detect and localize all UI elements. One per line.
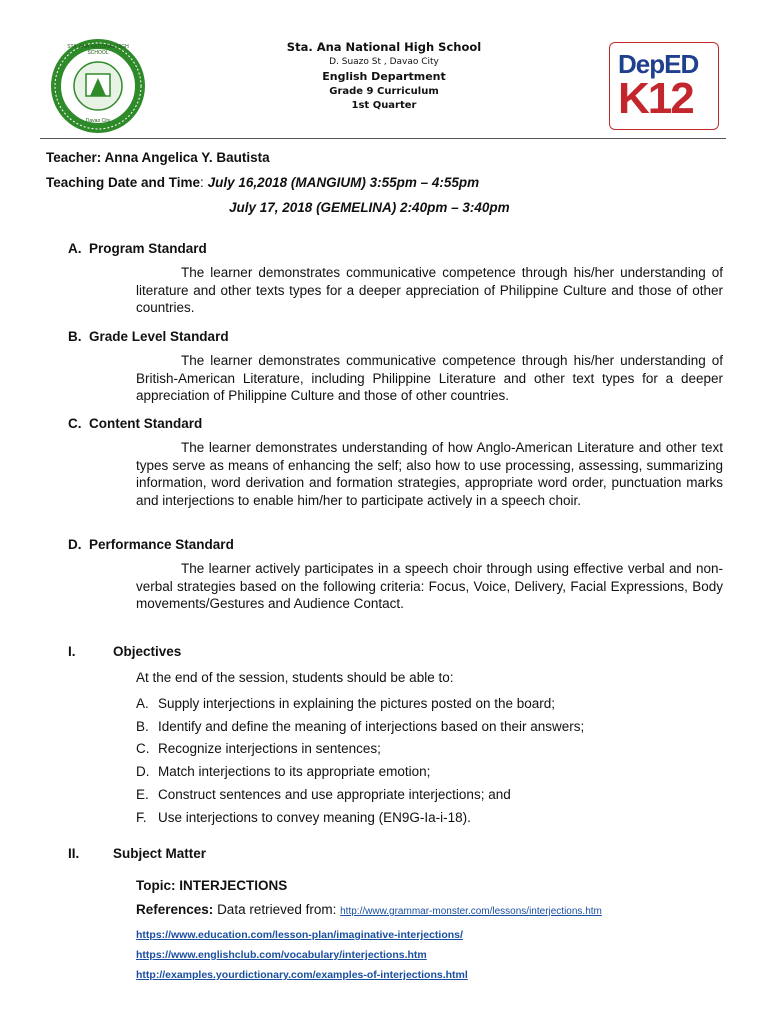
teacher-label: Teacher: xyxy=(46,150,102,165)
header-divider xyxy=(40,138,726,139)
section-numeral: I. xyxy=(68,644,76,659)
list-item: E. Construct sentences and use appropriate interjections; and xyxy=(136,786,511,802)
k12-logo-text: K12 xyxy=(618,74,693,123)
standard-heading xyxy=(68,416,723,431)
deped-logo-text: DepED xyxy=(618,49,699,79)
topic-value: INTERJECTIONS xyxy=(179,878,288,893)
standard-body: The learner demonstrates communicative competence through his/her understanding of literature and other texts types for a deeper appreciation of Philippine Culture and those of other countries. xyxy=(136,265,723,315)
standard-letter: D. xyxy=(68,537,82,552)
teaching-date-2: July 17, 2018 (GEMELINA) 2:40pm – 3:40pm xyxy=(229,200,510,215)
department: English Department xyxy=(322,70,446,83)
standard-c xyxy=(68,416,723,509)
standard-title: Program Standard xyxy=(89,241,207,256)
letterhead xyxy=(234,40,534,113)
teaching-label: Teaching Date and Time xyxy=(46,175,201,190)
reference-link-3[interactable]: https://www.englishclub.com/vocabulary/interjections.htm xyxy=(136,949,427,961)
standard-letter: A. xyxy=(68,241,82,256)
standard-d xyxy=(68,537,723,613)
objectives-intro: At the end of the session, students should be able to: xyxy=(136,670,454,685)
reference-link-2[interactable]: https://www.education.com/lesson-plan/imaginative-interjections/ xyxy=(136,929,463,941)
seal-text: STA. ANA NATIONAL HIGH SCHOOL xyxy=(67,44,129,56)
objectives-list xyxy=(136,693,726,829)
list-item: B. Identify and define the meaning of interjections based on their answers; xyxy=(136,718,585,734)
standard-heading xyxy=(68,537,723,552)
standard-heading xyxy=(68,241,723,256)
objectives-heading xyxy=(68,644,76,659)
curriculum: Grade 9 Curriculum xyxy=(329,86,439,97)
teacher-line xyxy=(46,150,270,165)
subject-matter-title: Subject Matter xyxy=(113,846,207,861)
standard-letter: B. xyxy=(68,329,82,344)
standard-title: Performance Standard xyxy=(89,537,234,552)
topic-label: Topic: xyxy=(136,878,176,893)
standard-a xyxy=(68,241,723,317)
standard-letter: C. xyxy=(68,416,82,431)
standard-heading xyxy=(68,329,723,344)
list-item: D. Match interjections to its appropriate emotion; xyxy=(136,764,431,780)
list-item: C. Recognize interjections in sentences; xyxy=(136,741,381,757)
reference-link-4[interactable]: http://examples.yourdictionary.com/examples-of-interjections.html xyxy=(136,969,468,981)
teacher-name: Anna Angelica Y. Bautista xyxy=(104,150,270,165)
deped-k12-logo xyxy=(609,42,719,130)
seal-city: Davao City xyxy=(85,118,111,124)
school-address: D. Suazo St , Davao City xyxy=(329,57,439,67)
list-item: A. Supply interjections in explaining the pictures posted on the board; xyxy=(136,696,556,711)
standard-b xyxy=(68,329,723,405)
school-seal xyxy=(40,38,156,134)
reference-link-1[interactable]: http://www.grammar-monster.com/lessons/interjections.htm xyxy=(340,906,602,917)
quarter: 1st Quarter xyxy=(351,100,417,111)
standard-title: Content Standard xyxy=(89,416,203,431)
references-intro: Data retrieved from: xyxy=(217,902,337,917)
topic-line xyxy=(136,878,287,893)
teaching-line: Teaching Date and Time: July 16,2018 (MANGIUM) 3:55pm – 4:55pm xyxy=(46,175,480,190)
references-line xyxy=(136,902,602,917)
standard-body: The learner demonstrates communicative competence through his/her understanding of British-American Literature, including Philippine Literature and other text types for a deeper appreciation of Philippine Culture and those of other countries. xyxy=(136,353,723,403)
school-name: Sta. Ana National High School xyxy=(286,40,482,54)
teaching-date-1: July 16,2018 (MANGIUM) 3:55pm – 4:55pm xyxy=(207,175,480,190)
subject-matter-numeral: II. xyxy=(68,846,80,861)
standard-body: The learner actively participates in a speech choir through using effective verbal and non-verbal strategies based on the following criteria: Focus, Voice, Delivery, Facial Expressions, Body movements/Gestures and Audience Contact. xyxy=(136,561,723,611)
objectives-title: Objectives xyxy=(113,644,182,659)
list-item: F. Use interjections to convey meaning (EN9G-Ia-i-18). xyxy=(136,809,471,825)
standard-body: The learner demonstrates understanding of how Anglo-American Literature and other text types serve as means of enhancing the self; also how to use processing, assessing, summarizing information, word derivation and formation strategies, appropriate word order, punctuation marks and interjections to enable him/her to participate actively in a speech choir. xyxy=(136,440,723,508)
standard-title: Grade Level Standard xyxy=(89,329,229,344)
references-label: References: xyxy=(136,902,214,917)
